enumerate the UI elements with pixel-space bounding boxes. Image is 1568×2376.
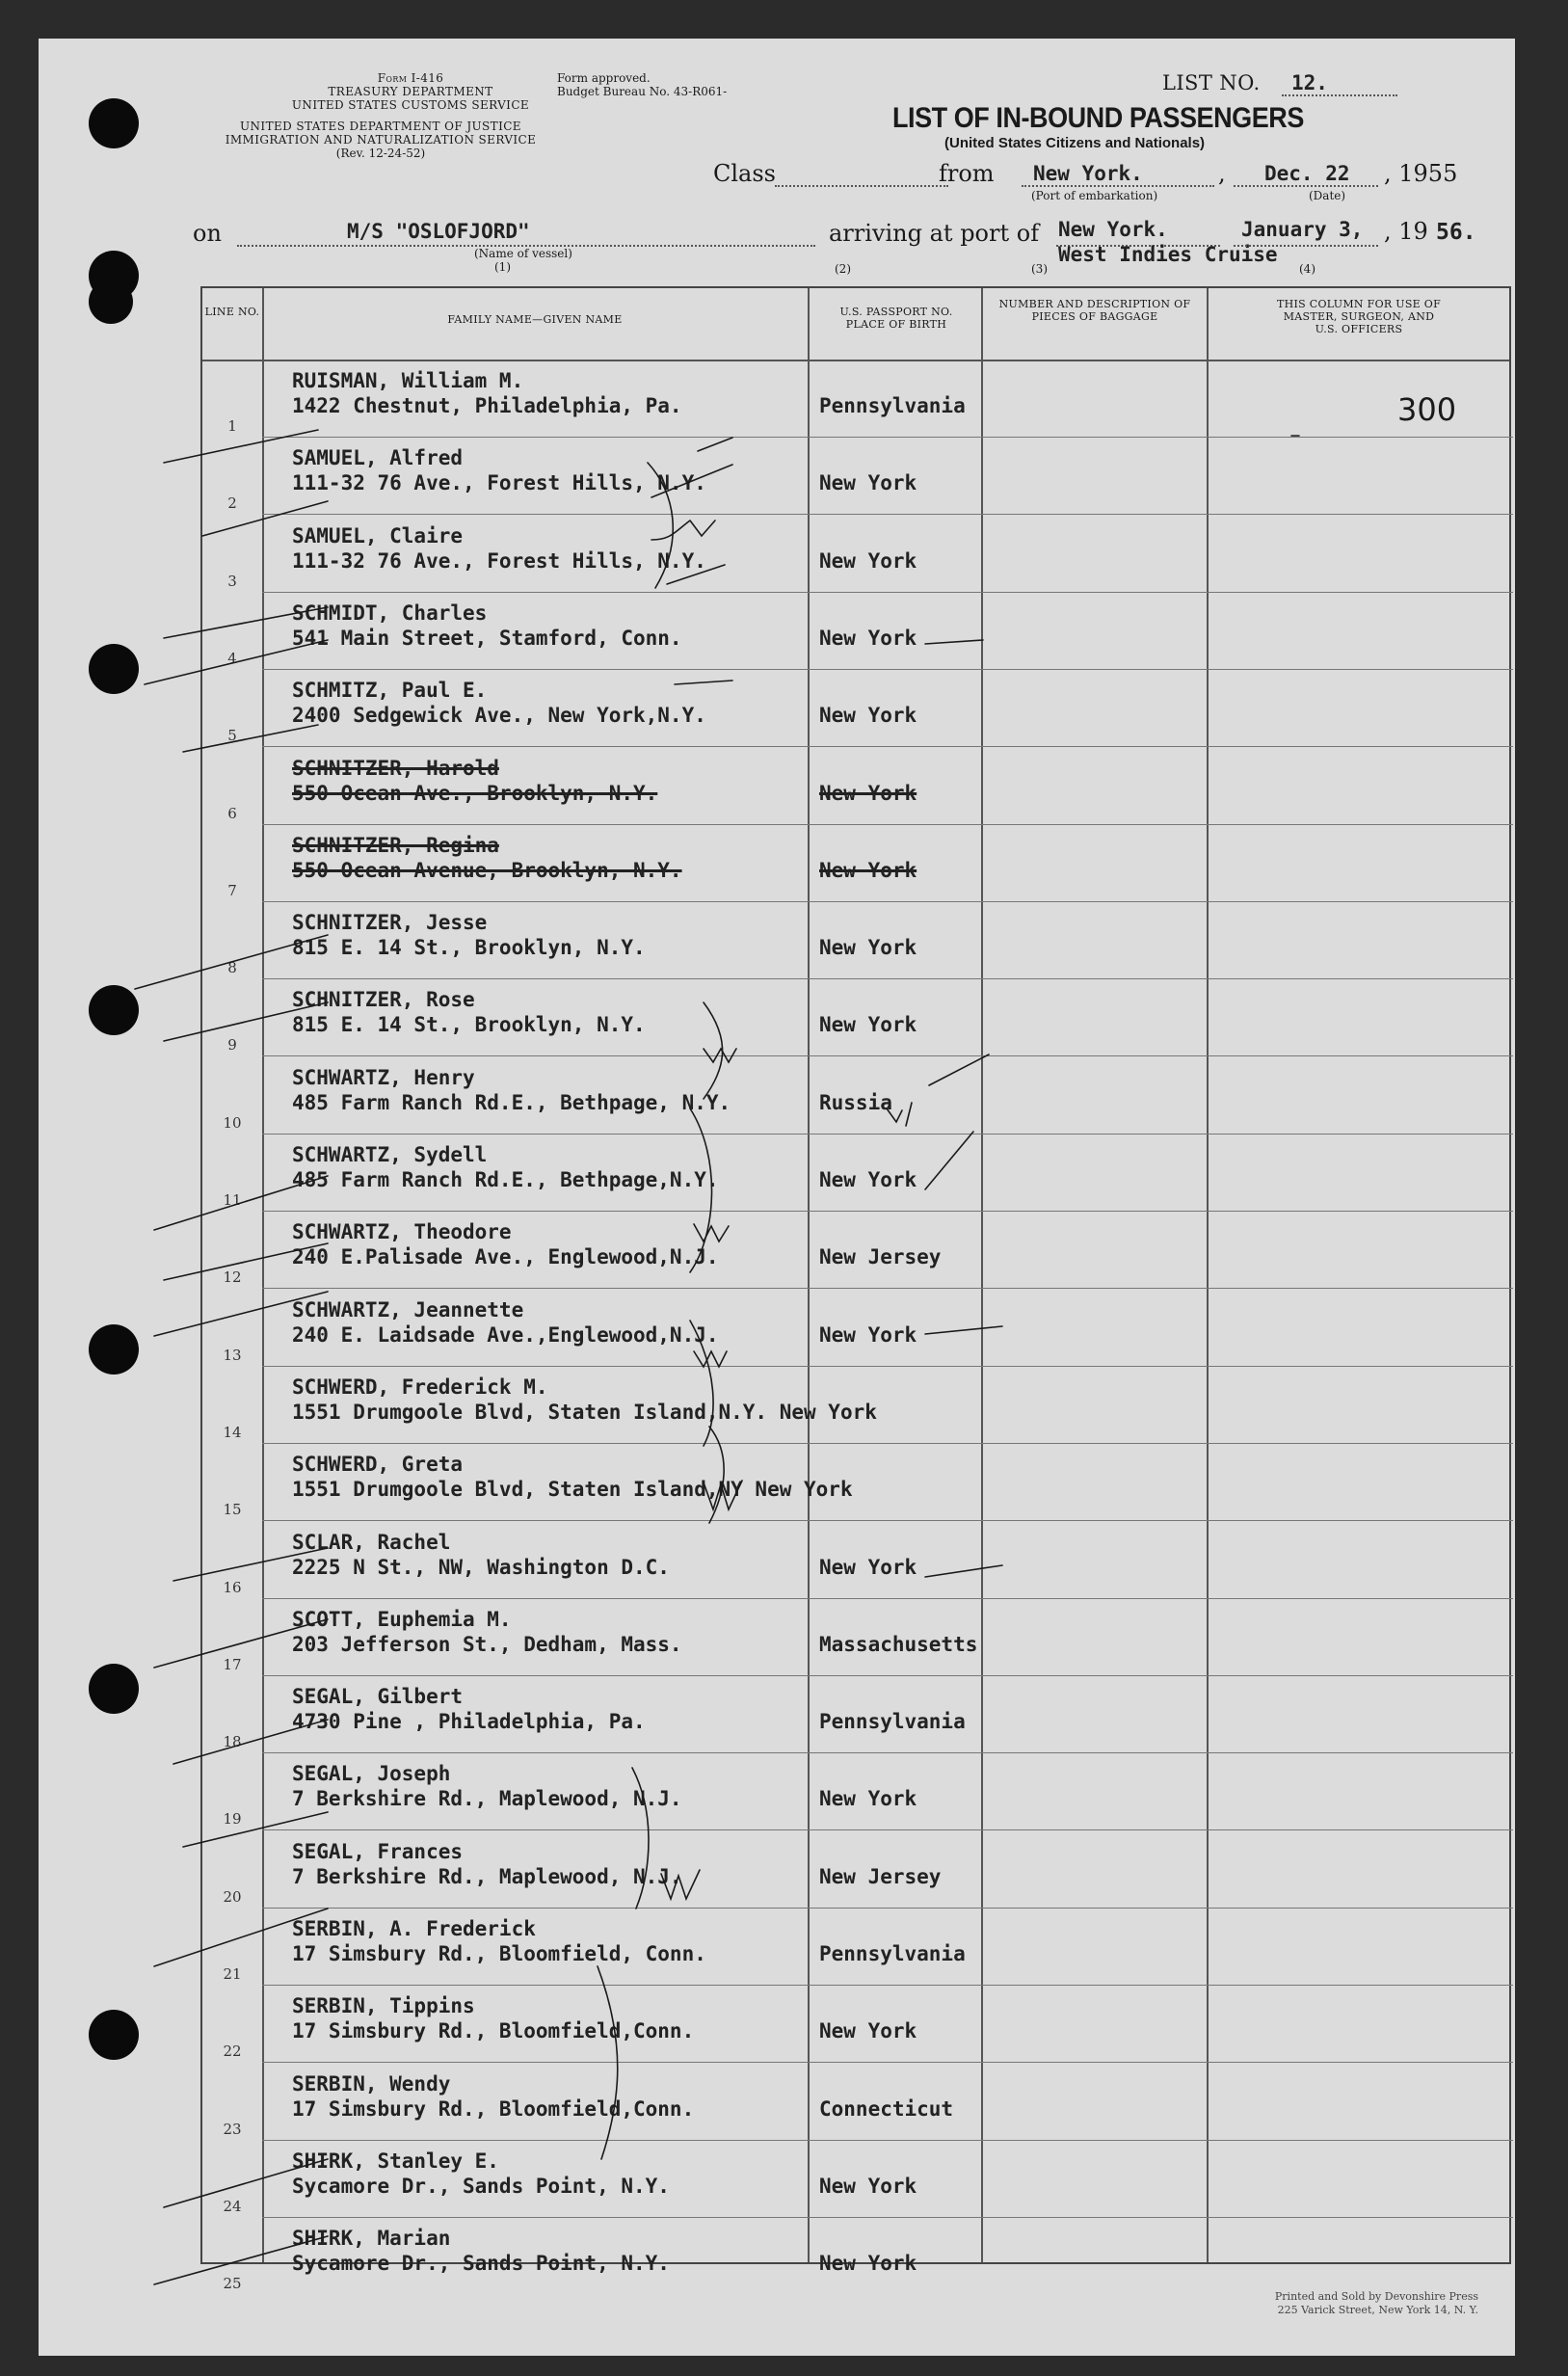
passenger-address: 17 Simsbury Rd., Bloomfield,Conn. xyxy=(292,2096,695,2121)
place-of-birth: New York xyxy=(819,2019,917,2043)
place-of-birth: New York xyxy=(819,471,917,495)
embarkation-caption: (Port of embarkation) xyxy=(1031,189,1158,202)
page-subtitle: (United States Citizens and Nationals) xyxy=(944,135,1206,151)
table-row xyxy=(202,2142,1509,2219)
arrival-date: January 3, xyxy=(1241,218,1364,241)
passenger-address: 550 Ocean Ave., Brooklyn, N.Y. xyxy=(292,781,658,805)
table-row xyxy=(202,1291,1509,1368)
line-number: 1 xyxy=(227,417,237,435)
table-row xyxy=(202,903,1509,980)
on-label: on xyxy=(193,220,222,247)
place-of-birth: Pennsylvania xyxy=(819,394,966,417)
column-header-passport: U.S. PASSPORT NO. PLACE OF BIRTH xyxy=(839,306,953,331)
passenger-address: 240 E.Palisade Ave., Englewood,N.J. xyxy=(292,1245,719,1269)
passenger-address: 815 E. 14 St., Brooklyn, N.Y. xyxy=(292,936,646,960)
passenger-address: 2225 N St., NW, Washington D.C. xyxy=(292,1555,670,1579)
place-of-birth: New York xyxy=(819,2252,917,2276)
line-number: 3 xyxy=(227,572,237,590)
passenger-address: Sycamore Dr., Sands Point, N.Y. xyxy=(292,2252,670,2276)
caption-2: (2) xyxy=(835,262,851,276)
embarkation-year: , 1955 xyxy=(1384,160,1458,187)
line-number: 10 xyxy=(223,1113,242,1132)
place-of-birth: Russia xyxy=(819,1090,892,1114)
place-of-birth: New Jersey xyxy=(819,1245,942,1269)
passenger-name: SCHWARTZ, Henry xyxy=(292,1065,475,1089)
place-of-birth: Pennsylvania xyxy=(819,1710,966,1734)
table-row xyxy=(202,517,1509,594)
passenger-name: SCHMIDT, Charles xyxy=(292,601,488,625)
passenger-address: 240 E. Laidsade Ave.,Englewood,N.J. xyxy=(292,1322,719,1347)
place-of-birth: New York xyxy=(819,858,917,882)
line-number: 11 xyxy=(223,1191,242,1209)
cruise-name: West Indies Cruise xyxy=(1058,243,1278,266)
place-of-birth: New York xyxy=(819,2174,917,2198)
binder-hole xyxy=(89,1324,139,1375)
form-number: Form I-416 xyxy=(377,71,444,85)
place-of-birth: New York xyxy=(819,936,917,960)
line-number: 20 xyxy=(223,1887,242,1906)
line-number: 2 xyxy=(227,494,237,513)
line-number: 5 xyxy=(227,727,237,745)
printer-line-2: 225 Varick Street, New York 14, N. Y. xyxy=(1277,2304,1478,2316)
passenger-name: SHIRK, Marian xyxy=(292,2227,451,2251)
passenger-name: SCHNITZER, Harold xyxy=(292,756,499,780)
passenger-address: 7 Berkshire Rd., Maplewood, N.J. xyxy=(292,1787,682,1811)
table-row xyxy=(202,361,1509,439)
table-row xyxy=(202,1135,1509,1213)
arrival-year: 56. xyxy=(1436,220,1476,245)
passenger-name: SEGAL, Gilbert xyxy=(292,1685,464,1709)
column-header-baggage: NUMBER AND DESCRIPTION OF PIECES OF BAGGAGE xyxy=(998,298,1191,323)
list-number: 12. xyxy=(1291,71,1328,94)
caption-1: (1) xyxy=(494,260,511,274)
place-of-birth: New York xyxy=(819,1322,917,1347)
table-row xyxy=(202,1523,1509,1600)
line-number: 24 xyxy=(223,2197,242,2215)
passenger-name: SEGAL, Joseph xyxy=(292,1762,451,1786)
binder-hole xyxy=(89,1664,139,1714)
column-header-line: LINE NO. xyxy=(204,306,260,318)
line-number: 14 xyxy=(223,1423,242,1441)
passenger-address: 17 Simsbury Rd., Bloomfield,Conn. xyxy=(292,2019,695,2043)
budget-bureau-number: Budget Bureau No. 43-R061- xyxy=(557,85,728,98)
vessel-caption: (Name of vessel) xyxy=(474,247,572,260)
passenger-address: 1551 Drumgoole Blvd, Staten Island,N.Y. New York xyxy=(292,1400,877,1424)
binder-hole xyxy=(89,280,133,324)
binder-hole xyxy=(89,2010,139,2060)
place-of-birth: New York xyxy=(819,1787,917,1811)
passenger-address: Sycamore Dr., Sands Point, N.Y. xyxy=(292,2174,670,2198)
line-number: 8 xyxy=(227,959,237,977)
place-of-birth: New Jersey xyxy=(819,1864,942,1888)
line-number: 9 xyxy=(227,1036,237,1055)
treasury-department: TREASURY DEPARTMENT xyxy=(328,85,493,98)
table-row xyxy=(202,1213,1509,1290)
passenger-name: SCHWARTZ, Sydell xyxy=(292,1143,488,1166)
line-number: 4 xyxy=(227,649,237,667)
arrival-year-prefix: , 19 xyxy=(1384,218,1428,245)
passenger-name: SCLAR, Rachel xyxy=(292,1530,451,1554)
place-of-birth: New York xyxy=(819,1013,917,1037)
customs-service: UNITED STATES CUSTOMS SERVICE xyxy=(291,98,530,112)
date-caption: (Date) xyxy=(1309,189,1346,202)
table-row xyxy=(202,1058,1509,1135)
line-number: 13 xyxy=(223,1346,242,1364)
passenger-name: SCHWARTZ, Jeannette xyxy=(292,1297,524,1321)
passenger-name: SCHMITZ, Paul E. xyxy=(292,679,488,703)
table-row xyxy=(202,1677,1509,1754)
place-of-birth: Connecticut xyxy=(819,2096,954,2121)
table-row xyxy=(202,1445,1509,1522)
passenger-address: 17 Simsbury Rd., Bloomfield, Conn. xyxy=(292,1942,706,1965)
passenger-name: SCHWERD, Greta xyxy=(292,1453,464,1477)
passenger-name: SCHNITZER, Jesse xyxy=(292,911,488,935)
line-number: 15 xyxy=(223,1501,242,1519)
line-number: 7 xyxy=(227,881,237,899)
binder-hole xyxy=(89,985,139,1035)
passenger-address: 2400 Sedgewick Ave., New York,N.Y. xyxy=(292,704,706,728)
page-title: LIST OF IN-BOUND PASSENGERS xyxy=(892,102,1304,134)
passenger-address: 550 Ocean Avenue, Brooklyn, N.Y. xyxy=(292,858,682,882)
passenger-name: SAMUEL, Claire xyxy=(292,523,464,547)
place-of-birth: New York xyxy=(819,781,917,805)
form-revision: (Rev. 12-24-52) xyxy=(335,147,426,160)
place-of-birth: New York xyxy=(819,548,917,573)
passenger-address: 203 Jefferson St., Dedham, Mass. xyxy=(292,1632,682,1656)
passenger-name: SAMUEL, Alfred xyxy=(292,446,464,470)
printer-line-1: Printed and Sold by Devonshire Press xyxy=(1274,2290,1478,2303)
passenger-address: 4730 Pine , Philadelphia, Pa. xyxy=(292,1710,646,1734)
binder-hole xyxy=(89,98,139,148)
caption-4: (4) xyxy=(1299,262,1316,276)
passenger-address: 815 E. 14 St., Brooklyn, N.Y. xyxy=(292,1013,646,1037)
embarkation-port: New York. xyxy=(1033,162,1143,185)
binder-hole xyxy=(89,644,139,694)
passenger-name: SCHNITZER, Regina xyxy=(292,833,499,857)
table-row xyxy=(202,1909,1509,1987)
passenger-name: SERBIN, Wendy xyxy=(292,2071,451,2096)
line-number: 19 xyxy=(223,1810,242,1829)
passenger-name: SHIRK, Stanley E. xyxy=(292,2149,499,2173)
place-of-birth: Pennsylvania xyxy=(819,1942,966,1965)
column-header-name: FAMILY NAME—GIVEN NAME xyxy=(447,313,623,326)
passenger-name: SCOTT, Euphemia M. xyxy=(292,1607,512,1631)
embarkation-date: Dec. 22 xyxy=(1264,162,1350,185)
passenger-name: SERBIN, A. Frederick xyxy=(292,1917,536,1940)
place-of-birth: Massachusetts xyxy=(819,1632,978,1656)
line-number: 23 xyxy=(223,2120,242,2138)
table-row xyxy=(202,1368,1509,1445)
place-of-birth: New York xyxy=(819,704,917,728)
passenger-address: 485 Farm Ranch Rd.E., Bethpage, N.Y. xyxy=(292,1090,731,1114)
list-number-label: LIST NO. xyxy=(1162,71,1261,94)
passenger-address: 1551 Drumgoole Blvd, Staten Island,NY New York xyxy=(292,1478,853,1502)
vessel-name: M/S "OSLOFJORD" xyxy=(347,220,530,243)
line-number: 25 xyxy=(223,2275,242,2293)
table-row xyxy=(202,826,1509,903)
table-row xyxy=(202,594,1509,671)
passenger-address: 111-32 76 Ave., Forest Hills, N.Y. xyxy=(292,548,706,573)
passenger-address: 111-32 76 Ave., Forest Hills, N.Y. xyxy=(292,471,706,495)
line-number: 18 xyxy=(223,1733,242,1751)
passenger-address: 485 Farm Ranch Rd.E., Bethpage,N.Y. xyxy=(292,1168,719,1191)
arrival-port: New York. xyxy=(1058,218,1168,241)
passenger-name: SCHNITZER, Rose xyxy=(292,988,475,1012)
passenger-name: SEGAL, Frances xyxy=(292,1839,464,1863)
table-row xyxy=(202,980,1509,1057)
column-header-officers: THIS COLUMN FOR USE OF MASTER, SURGEON, AND U.S. OFFICERS xyxy=(1276,298,1442,335)
table-row xyxy=(202,2065,1509,2142)
table-row xyxy=(202,2219,1509,2296)
officer-note: 300 xyxy=(1397,391,1457,428)
table-row xyxy=(202,1987,1509,2064)
line-number: 12 xyxy=(223,1268,242,1287)
passenger-address: 7 Berkshire Rd., Maplewood, N.J. xyxy=(292,1864,682,1888)
form-approved: Form approved. xyxy=(557,71,651,85)
line-number: 22 xyxy=(223,2042,242,2061)
passenger-table xyxy=(200,286,1511,2293)
line-number: 21 xyxy=(223,1965,242,1983)
table-row xyxy=(202,671,1509,748)
passenger-address: 541 Main Street, Stamford, Conn. xyxy=(292,626,682,650)
class-label: Class xyxy=(713,160,776,187)
from-label: from xyxy=(939,160,995,187)
caption-3: (3) xyxy=(1031,262,1048,276)
immigration-service: IMMIGRATION AND NATURALIZATION SERVICE xyxy=(225,133,537,147)
passenger-name: RUISMAN, William M. xyxy=(292,369,524,392)
arriving-label: arriving at port of xyxy=(829,220,1040,247)
table-row xyxy=(202,1832,1509,1909)
place-of-birth: New York xyxy=(819,626,917,650)
passenger-address: 1422 Chestnut, Philadelphia, Pa. xyxy=(292,394,682,417)
table-row xyxy=(202,749,1509,826)
department-of-justice: UNITED STATES DEPARTMENT OF JUSTICE xyxy=(240,120,521,133)
manifest-page: Form I-416 TREASURY DEPARTMENT UNITED STATES CUSTOMS SERVICE UNITED STATES DEPARTMENT OF JUSTICE IMMIGRATION AND NATURALIZATION SERVICE (Rev. 12-24-52) Form approved. Budget Bureau No. 43-R061- LIST NO. 12. LIST OF IN-BOUND PASSENGERS (United States Citizens and Nationals) Class from New York. (Port of embarkation) , Dec. 22 (Date) , 1955 on M/S "OSLOFJORD" (Name of vessel) (1) arriving at port of (2) New York. West Indies Cruise (3) January 3, (4) , 19 56. LINE NO. FAMILY NAME—GIVEN NAME U.S. PASSPORT NO. PLACE OF BIRTH NUMBER AND DESCRIPTION OF PIECES OF BAGGAGE THIS COLUMN FOR USE OF MASTER, SURGEON, AND U.S. OFFICERS 1 RUISMAN, William M. 1422 Chestnut, Philadelphia, Pa. Pennsylvania 300 2 SAMUEL, Alfred 111-32 76 Ave., Forest Hills, N.Y. New York 3 SAMUEL, Claire 111-32 76 Ave., Forest Hills, N.Y. New York 4 SCHMIDT, Charles 541 Main Street, Stamford, Conn. New York 5 SCHMITZ, Paul E. 2400 Sedgewick Ave., New York,N.Y. New York 6 SCHNITZER, Harold 550 Ocean Ave., Brooklyn, N.Y. New York 7 SCHNITZER, Regina 550 Ocean Avenue, Brooklyn, N.Y. New York 8 SCHNITZER, Jesse 815 E. 14 St., Brooklyn, N.Y. New York 9 SCHNITZER, Rose 815 E. 14 St., Brooklyn, N.Y. New York 10 SCHWARTZ, Henry 485 Farm Ranch Rd.E., Bethpage, N.Y. Russia 11 SCHWARTZ, Sydell 485 Farm Ranch Rd.E., Bethpage,N.Y. New York 12 SCHWARTZ, Theodore 240 E.Palisade Ave., Englewood,N.J. New Jersey 13 SCHWARTZ, Jeannette 240 E. Laidsade Ave.,Englewood,N.J. New York 14 SCHWERD, Frederick M. 1551 Drumgoole Blvd, Staten Island,N.Y. New York 15 SCHWERD, Greta 1551 Drumgoole Blvd, Staten Island,NY New York 16 SCLAR, Rachel 2225 N St., NW, Washington D.C. New York 17 SCOTT, Euphemia M. 203 Jefferson St., Dedham, Mass. Massachusetts 18 SEGAL, Gilbert 4730 Pine , Philadelphia, Pa. Pennsylvania 19 SEGAL, Joseph 7 Berkshire Rd., Maplewood, N.J. New York 20 SEGAL, Frances 7 Berkshire Rd., Maplewood, N.J. New Jersey 21 SERBIN, A. Frederick 17 Simsbury Rd., Bloomfield, Conn. Pennsylvania 22 SERBIN, Tippins 17 Simsbury Rd., Bloomfield,Conn. New York 23 SERBIN, Wendy 17 Simsbury Rd., Bloomfield,Conn. Connecticut 24 SHIRK, Stanley E. Sycamore Dr., Sands Point, N.Y. New York 25 SHIRK, Marian Sycamore Dr., Sands Point, N.Y. New York Printed and Sold by Devonshire Press 225 Varick Street, New York 14, N. Y. xyxy=(39,39,1515,2356)
place-of-birth: New York xyxy=(819,1555,917,1579)
table-row xyxy=(202,1600,1509,1677)
line-number: 17 xyxy=(223,1655,242,1673)
table-row xyxy=(202,439,1509,516)
passenger-name: SERBIN, Tippins xyxy=(292,1994,475,2018)
passenger-name: SCHWARTZ, Theodore xyxy=(292,1220,512,1244)
line-number: 16 xyxy=(223,1578,242,1596)
line-number: 6 xyxy=(227,804,237,822)
table-row xyxy=(202,1754,1509,1831)
passenger-name: SCHWERD, Frederick M. xyxy=(292,1375,548,1399)
place-of-birth: New York xyxy=(819,1168,917,1191)
